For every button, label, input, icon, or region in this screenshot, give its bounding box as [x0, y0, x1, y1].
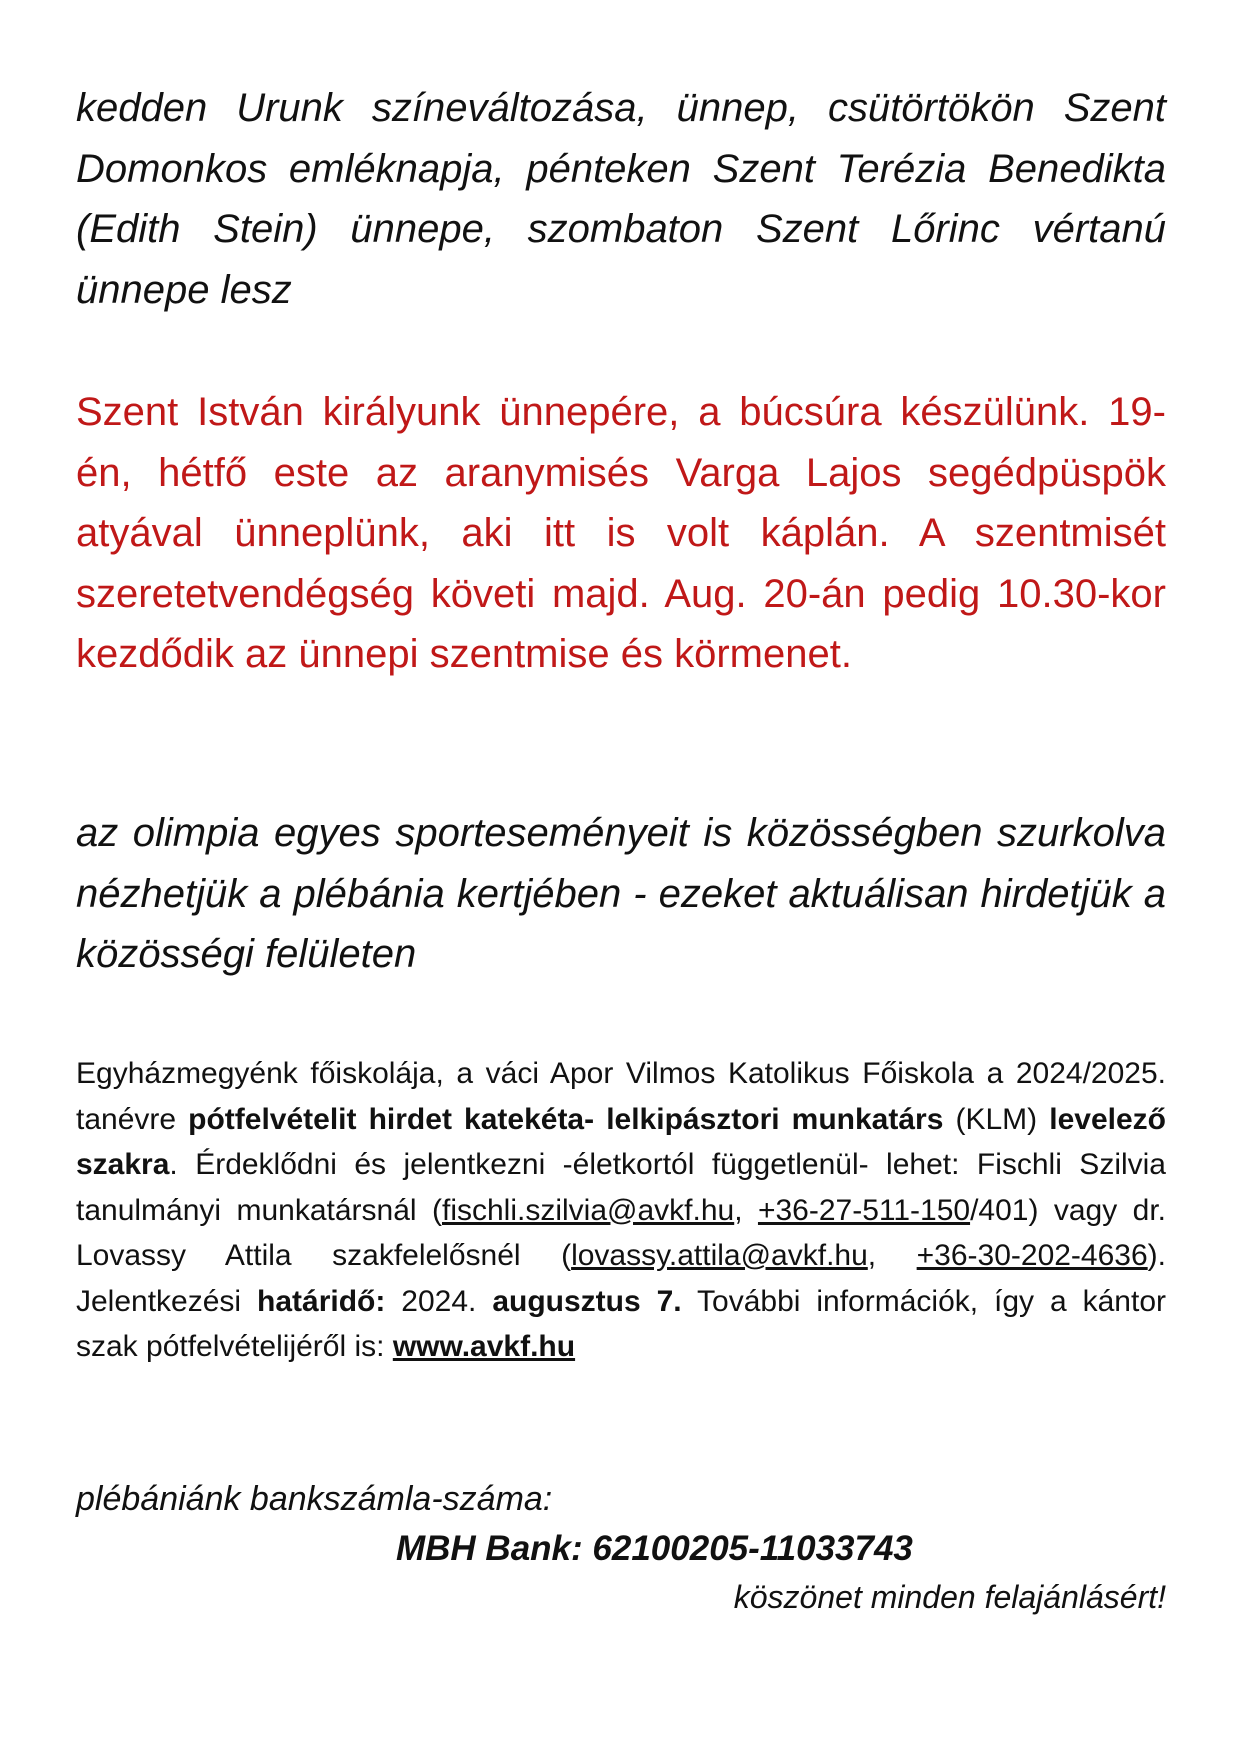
college-text-3: . Érdeklődni és jelentkezni -életkortól függetlenül- lehet: Fischli Szilvia tanulmányi munkatársnál (	[76, 1148, 1166, 1227]
olympics-text: az olimpia egyes sporteseményeit is közösségben szurkolva nézhetjük a plébánia kertjében - ezeket aktuálisan hirdetjük a közösségi felületen	[76, 811, 1166, 976]
college-text-4: ,	[734, 1193, 758, 1227]
bank-account-number: MBH Bank: 62100205-11033743	[396, 1529, 913, 1568]
olympics-section	[76, 803, 1166, 985]
phone-link-lovassy[interactable]: +36-30-202-4636	[916, 1239, 1148, 1272]
weekly-feasts-section	[76, 78, 1166, 320]
college-text-1: Egyházmegyénk főiskolája, a váci Apor Vilmos Katolikus Főiskola a 2024/2025. tanévre	[76, 1057, 1166, 1136]
college-admission-text	[76, 1051, 1166, 1370]
college-text-2: (KLM)	[943, 1102, 1050, 1136]
email-link-fischli[interactable]: fischli.szilvia@avkf.hu	[441, 1193, 735, 1227]
college-text-6: ,	[867, 1239, 917, 1272]
deadline-label: határidő:	[257, 1284, 386, 1318]
college-bold-2: levelező szakra	[76, 1102, 1166, 1181]
college-text-8: 2024.	[385, 1284, 493, 1318]
website-link[interactable]: www.avkf.hu	[392, 1330, 576, 1363]
patronal-feast-section	[76, 382, 1166, 685]
college-bold-1: pótfelvételit hirdet katekéta- lelkipásztori munkatárs	[188, 1102, 944, 1136]
weekly-feasts-text: kedden Urunk színeváltozása, ünnep, csütörtökön Szent Domonkos emléknapja, pénteken Szent Terézia Benedikta (Edith Stein) ünnepe, szombaton Szent Lőrinc vértanú ünnepe lesz	[76, 86, 1166, 312]
thanks-note: köszönet minden felajánlásért!	[733, 1579, 1166, 1615]
deadline-date: augusztus 7.	[492, 1284, 682, 1318]
college-text-7: ). Jelentkezési	[76, 1239, 1166, 1318]
bank-account-label: plébániánk bankszámla-száma:	[76, 1480, 553, 1518]
college-text-5: /401) vagy dr. Lovassy Attila szakfelelősnél (	[76, 1193, 1166, 1272]
phone-link-fischli[interactable]: +36-27-511-150	[757, 1193, 971, 1227]
college-admission-section	[76, 1051, 1166, 1370]
patronal-feast-text: Szent István királyunk ünnepére, a búcsúra készülünk. 19-én, hétfő este az aranymisés Varga Lajos segédpüspök atyával ünneplünk, aki itt is volt káplán. A szentmisét szeretetvendégség követi majd. Aug. 20-án pedig 10.30-kor kezdődik az ünnepi szentmise és körmenet.	[76, 390, 1166, 676]
bank-section	[76, 1474, 1166, 1620]
college-text-9: További információk, így a kántor szak pótfelvételijéről is:	[76, 1284, 1166, 1363]
email-link-lovassy[interactable]: lovassy.attila@avkf.hu	[571, 1239, 868, 1272]
